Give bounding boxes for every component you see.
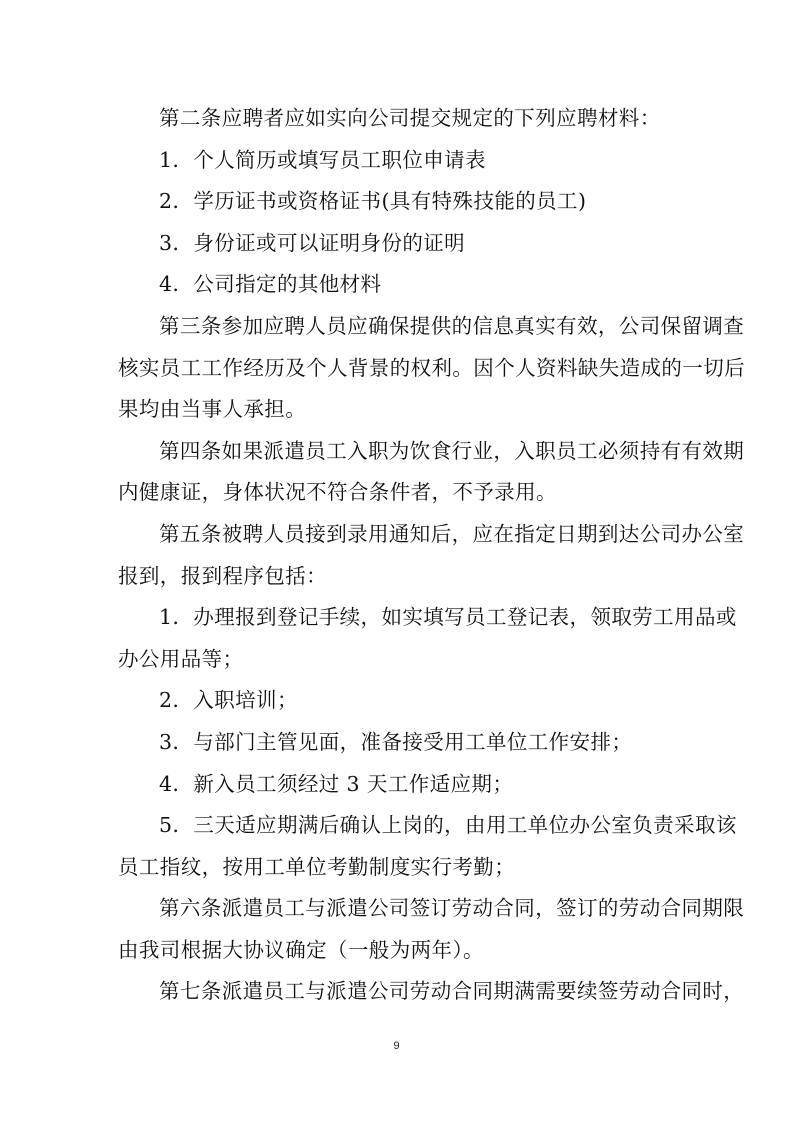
paragraph-line: 果均由当事人承担。 (118, 397, 307, 422)
list-item: 3．身份证或可以证明身份的证明 (159, 230, 466, 255)
paragraph-line: 办公用品等； (118, 646, 244, 671)
article-4-paragraph: 第四条如果派遣员工入职为饮食行业，入职员工必须持有有效期 (159, 438, 745, 463)
list-item: 5．三天适应期满后确认上岗的，由用工单位办公室负责采取该 (159, 813, 737, 838)
list-item: 4．公司指定的其他材料 (159, 272, 382, 297)
list-item: 3．与部门主管见面，准备接受用工单位工作安排； (159, 729, 633, 754)
article-5-paragraph: 第五条被聘人员接到录用通知后，应在指定日期到达公司办公室 (159, 521, 745, 546)
paragraph-line: 员工指纹，按用工单位考勤制度实行考勤； (118, 854, 516, 879)
article-6-paragraph: 第六条派遣员工与派遣公司签订劳动合同，签订的劳动合同期限 (159, 896, 745, 921)
list-item: 2．学历证书或资格证书(具有特殊技能的员工) (159, 189, 587, 214)
paragraph-line: 报到，报到程序包括： (118, 563, 327, 588)
article-3-paragraph: 第三条参加应聘人员应确保提供的信息真实有效，公司保留调查 (159, 313, 745, 338)
list-item: 4．新入员工须经过 3 天工作适应期； (159, 771, 514, 796)
page-number: 9 (393, 1040, 400, 1052)
article-2-paragraph: 第二条应聘者应如实向公司提交规定的下列应聘材料： (159, 106, 661, 130)
paragraph-line: 由我司根据大协议确定（一般为两年）。 (118, 937, 484, 962)
article-7-paragraph: 第七条派遣员工与派遣公司劳动合同期满需要续签劳动合同时， (159, 979, 745, 1004)
document-body (118, 104, 745, 1019)
list-item: 1．个人简历或填写员工职位申请表 (159, 147, 486, 172)
paragraph-line: 内健康证，身体状况不符合条件者，不予录用。 (118, 480, 557, 505)
paragraph-line: 核实员工工作经历及个人背景的权利。因个人资料缺失造成的一切后 (118, 355, 745, 380)
list-item: 1．办理报到登记手续，如实填写员工登记表，领取劳工用品或 (159, 605, 737, 630)
list-item: 2．入职培训； (159, 688, 298, 713)
